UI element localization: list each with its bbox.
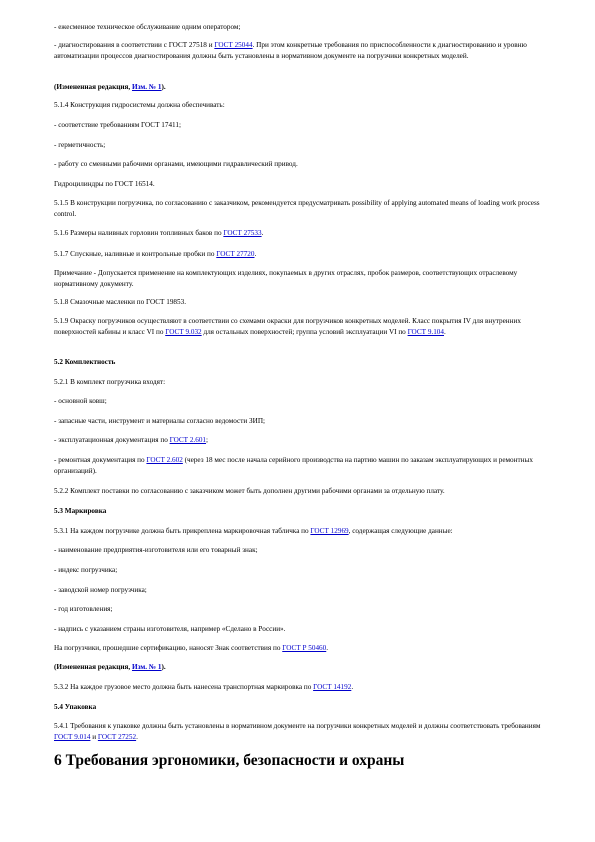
list-item-manufacturer: - наименование предприятия-изготовителя или его товарный знак; [54,546,258,554]
text: . [254,250,257,258]
text: ; [206,436,209,444]
paragraph-5-1-9 [54,316,554,338]
text: (через 18 мес после начала серийного производства на партию машин по заказам эксплуатирующих и ремонтных организаций). [54,456,533,475]
link-gost-2-602[interactable]: ГОСТ 2.602 [146,456,183,464]
text: - эксплуатационная документация по [54,436,170,444]
link-gost-27533[interactable]: ГОСТ 27533 [223,229,262,237]
paragraph-5-1-4: 5.1.4 Конструкция гидросистемы должна обеспечивать: [54,101,225,109]
paragraph-5-1-7 [54,249,554,260]
paragraph-5-3-2 [54,682,554,693]
text: . [261,229,264,237]
link-gost-27252[interactable]: ГОСТ 27252 [97,733,137,741]
paragraph-diagnostics [54,40,554,62]
text: 5.1.6 Размеры наливных горловин топливных баков по [54,229,224,237]
paragraph-5-1-6 [54,228,554,239]
link-gost-9-104[interactable]: ГОСТ 9.104 [407,328,444,336]
paragraph-5-3-1 [54,526,554,537]
text: ). [161,663,166,671]
text: (Измененная редакция, [54,663,132,671]
paragraph-5-1-8: 5.1.8 Смазочные масленки по ГОСТ 19853. [54,298,187,306]
list-item-work-bodies: - работу со сменными рабочими органами, имеющими гидравлический привод. [54,160,298,168]
text: , содержащая следующие данные: [348,527,453,535]
text: . [136,733,138,741]
paragraph-5-2-1: 5.2.1 В комплект погрузчика входят: [54,378,166,386]
link-gost-14192[interactable]: ГОСТ 14192 [313,683,352,691]
text: (Измененная редакция, [54,83,132,91]
text: . [444,328,446,336]
link-amendment-1[interactable]: Изм. № 1 [131,83,162,91]
link-gost-25044[interactable]: ГОСТ 25044 [214,41,253,49]
text: для остальных поверхностей; группа условий эксплуатации VI по [201,328,408,336]
text: 5.3.2 На каждое грузовое место должна быть нанесена транспортная маркировка по [54,683,314,691]
text: . При этом конкретные требования по приспособленности к диагностированию и уровню автоматизации процессов диагностирования должны быть установлены в нормативном документе на погрузчики конкретных моделей. [54,41,527,60]
list-item-operational-docs [54,435,554,446]
text: 5.1.9 Окраску погрузчиков осуществляют в соответствии со схемами окраски для погрузчиков конкретных моделей. Класс покрытия IV для внутренних поверхностей кабины и класс VI по [54,317,521,336]
link-amendment-1-second[interactable]: Изм. № 1 [131,663,162,671]
list-item-gost-17411: - соответствие требованиям ГОСТ 17411; [54,121,181,129]
list-item-basic-bucket: - основной ковш; [54,397,107,405]
paragraph-conformity [54,643,554,654]
list-item-year: - год изготовления; [54,605,113,613]
paragraph-5-1-5: 5.1.5 В конструкции погрузчика, по согласованию с заказчиком, рекомендуется предусматривать possibility of applying automated means of loading work process control. [54,199,540,218]
paragraph-daily-maintenance: - ежесменное техническое обслуживание одним оператором; [54,23,241,31]
paragraph-note: Примечание - Допускается применение на комплектующих изделиях, покупаемых в других отраслях, пробок размеров, соответствующих отраслевому нормативному документу. [54,269,518,288]
text: 5.1.7 Спускные, наливные и контрольные пробки по [54,250,217,258]
text: - ремонтная документация по [54,456,147,464]
list-item-index: - индекс погрузчика; [54,566,118,574]
link-gost-12969[interactable]: ГОСТ 12969 [310,527,349,535]
text: . [326,644,329,652]
link-gost-9-014[interactable]: ГОСТ 9.014 [54,733,91,741]
heading-5-4: 5.4 Упаковка [54,703,97,711]
list-item-made-in: - надпись с указанием страны изготовителя, например «Сделано в России». [54,625,286,633]
text: На погрузчики, прошедшие сертификацию, наносят Знак соответствия по [54,644,283,652]
heading-5-3: 5.3 Маркировка [54,507,107,515]
list-item-serial: - заводской номер погрузчика; [54,586,147,594]
heading-5-2: 5.2 Комплектность [54,358,116,366]
section-6-title: 6 Требования эргономики, безопасности и охраны [54,752,405,769]
list-item-spare-parts: - запасные части, инструмент и материалы согласно ведомости ЗИП; [54,417,266,425]
link-gost-27720[interactable]: ГОСТ 27720 [216,250,255,258]
list-item-sealing: - герметичность; [54,141,106,149]
text: ). [161,83,166,91]
link-gost-r-50460[interactable]: ГОСТ Р 50460 [282,644,327,652]
link-gost-2-601[interactable]: ГОСТ 2.601 [169,436,207,444]
text: . [351,683,354,691]
list-item-repair-docs [54,455,554,477]
text: - диагностирования в соответствии с ГОСТ 27518 и [54,41,215,49]
edit-note-2 [54,662,554,673]
paragraph-hydrocylinders: Гидроцилиндры по ГОСТ 16514. [54,180,155,188]
text: 5.4.1 Требования к упаковке должны быть установлены в нормативном документе на погрузчики конкретных моделей и должны соответствовать требованиям [54,722,541,730]
text: 5.3.1 На каждом погрузчике должна быть прикреплена маркировочная табличка по [54,527,311,535]
edit-note-1 [54,82,554,93]
paragraph-5-2-2: 5.2.2 Комплект поставки по согласованию с заказчиком может быть дополнен другими рабочими органами за отдельную плату. [54,487,445,495]
text: и [90,733,98,741]
link-gost-9-032[interactable]: ГОСТ 9.032 [165,328,202,336]
paragraph-5-4-1 [54,721,554,743]
